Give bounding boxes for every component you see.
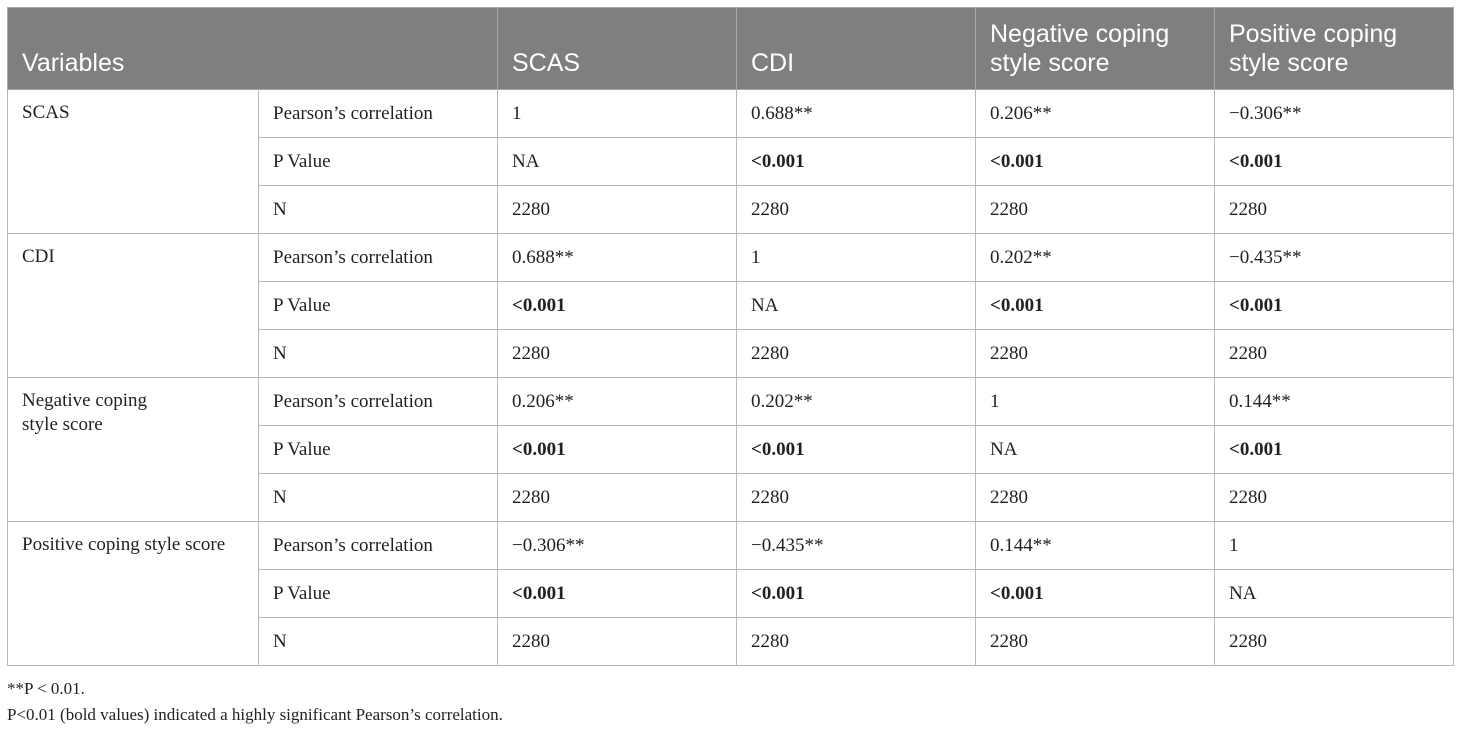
statistic-label: P Value <box>259 138 498 186</box>
table-cell: <0.001 <box>737 426 976 474</box>
header-variables: Variables <box>8 8 498 90</box>
table-footnotes <box>7 676 503 728</box>
table-cell: <0.001 <box>737 570 976 618</box>
table-cell: 0.688** <box>498 234 737 282</box>
table-cell: 2280 <box>976 186 1215 234</box>
table-cell: −0.435** <box>737 522 976 570</box>
table-cell: 0.206** <box>498 378 737 426</box>
variable-label: CDI <box>8 234 259 378</box>
table-cell: 0.206** <box>976 90 1215 138</box>
table-cell: <0.001 <box>498 282 737 330</box>
table-cell: 2280 <box>976 618 1215 666</box>
header-cdi: CDI <box>737 8 976 90</box>
table-cell: 1 <box>1215 522 1454 570</box>
statistic-label: Pearson’s correlation <box>259 378 498 426</box>
table-cell: <0.001 <box>976 138 1215 186</box>
table-cell: <0.001 <box>498 570 737 618</box>
table-cell: 0.144** <box>976 522 1215 570</box>
table-cell: 2280 <box>1215 330 1454 378</box>
table-cell: 2280 <box>737 330 976 378</box>
table-body <box>8 90 1454 666</box>
table-cell: 0.144** <box>1215 378 1454 426</box>
table-row <box>8 522 1454 570</box>
footnote-significance: **P < 0.01. <box>7 679 85 698</box>
statistic-label: N <box>259 330 498 378</box>
table-cell: 2280 <box>498 330 737 378</box>
table-cell: NA <box>737 282 976 330</box>
table-cell: 2280 <box>498 618 737 666</box>
table-cell: 2280 <box>1215 186 1454 234</box>
table-cell: 2280 <box>1215 618 1454 666</box>
table-row <box>8 90 1454 138</box>
table-cell: 2280 <box>498 186 737 234</box>
table-cell: <0.001 <box>498 426 737 474</box>
table-cell: <0.001 <box>737 138 976 186</box>
table-cell: <0.001 <box>976 570 1215 618</box>
variable-label: Positive coping style score <box>8 522 259 666</box>
statistic-label: P Value <box>259 426 498 474</box>
variable-label: Negative coping style score <box>8 378 259 522</box>
table-cell: 1 <box>737 234 976 282</box>
header-positive-coping: Positive coping style score <box>1215 8 1454 90</box>
table-cell: 2280 <box>498 474 737 522</box>
correlation-table-container <box>7 7 1453 666</box>
statistic-label: P Value <box>259 282 498 330</box>
variable-label: SCAS <box>8 90 259 234</box>
footnote-bold-explanation: P<0.01 (bold values) indicated a highly significant Pearson’s correlation. <box>7 705 503 724</box>
table-cell: NA <box>1215 570 1454 618</box>
statistic-label: Pearson’s correlation <box>259 234 498 282</box>
table-cell: −0.306** <box>1215 90 1454 138</box>
table-cell: 2280 <box>976 474 1215 522</box>
table-cell: 0.688** <box>737 90 976 138</box>
table-cell: 1 <box>976 378 1215 426</box>
table-cell: 1 <box>498 90 737 138</box>
table-cell: <0.001 <box>976 282 1215 330</box>
statistic-label: N <box>259 186 498 234</box>
table-cell: 2280 <box>737 186 976 234</box>
table-row <box>8 234 1454 282</box>
table-cell: 2280 <box>737 618 976 666</box>
table-cell: <0.001 <box>1215 426 1454 474</box>
header-negative-coping: Negative coping style score <box>976 8 1215 90</box>
statistic-label: Pearson’s correlation <box>259 522 498 570</box>
header-scas: SCAS <box>498 8 737 90</box>
table-cell: 0.202** <box>737 378 976 426</box>
table-cell: 2280 <box>976 330 1215 378</box>
table-header-row <box>8 8 1454 90</box>
table-cell: <0.001 <box>1215 282 1454 330</box>
table-row <box>8 378 1454 426</box>
table-cell: 0.202** <box>976 234 1215 282</box>
table-cell: NA <box>976 426 1215 474</box>
table-cell: 2280 <box>737 474 976 522</box>
statistic-label: P Value <box>259 570 498 618</box>
table-cell: −0.306** <box>498 522 737 570</box>
statistic-label: Pearson’s correlation <box>259 90 498 138</box>
statistic-label: N <box>259 474 498 522</box>
correlation-table <box>7 7 1454 666</box>
statistic-label: N <box>259 618 498 666</box>
table-cell: <0.001 <box>1215 138 1454 186</box>
table-cell: 2280 <box>1215 474 1454 522</box>
table-cell: NA <box>498 138 737 186</box>
table-cell: −0.435** <box>1215 234 1454 282</box>
